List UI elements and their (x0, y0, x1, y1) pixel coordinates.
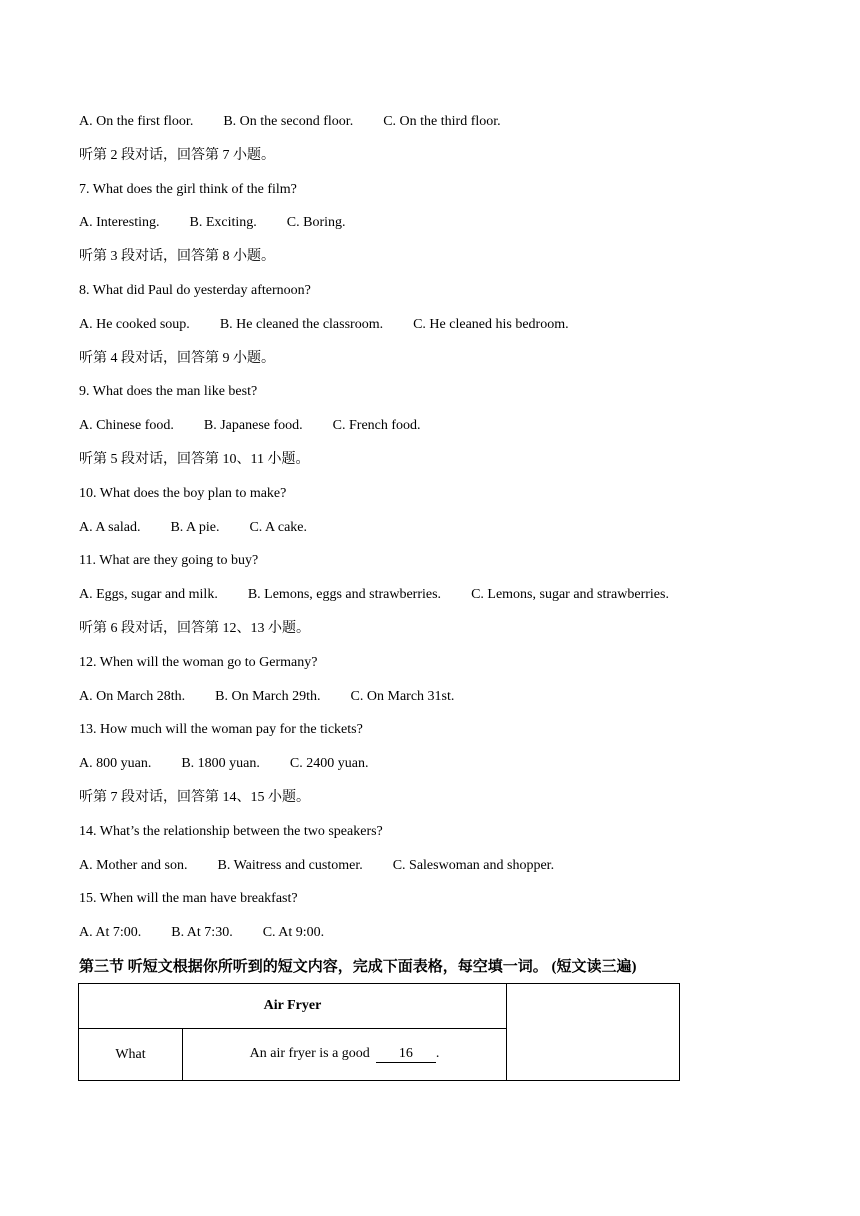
instruction-text: 听第 7 段对话，回答第 14、15 小题。 (79, 790, 310, 805)
question-text: 7. What does the girl think of the film? (79, 181, 297, 197)
option-b: B. On the second floor. (223, 114, 354, 129)
option-c: C. A cake. (249, 519, 308, 535)
section-title: 第三节 听短文根据你所听到的短文内容，完成下面表格，每空填一词。 (短文读三遍) (79, 959, 637, 975)
table-side-cell (507, 984, 680, 1081)
options-row (79, 586, 669, 604)
option-b: B. He cleaned the classroom. (219, 316, 384, 332)
table-row-content (183, 1029, 507, 1081)
option-a: A. 800 yuan. (79, 756, 152, 772)
table-header: Air Fryer (79, 984, 507, 1029)
option-b: B. At 7:30. (171, 925, 233, 941)
options-row (79, 113, 501, 131)
option-b: B. Waitress and customer. (217, 857, 363, 873)
option-b: B. On March 29th. (215, 688, 321, 704)
option-b: B. Japanese food. (203, 418, 303, 434)
option-a: A. Mother and son. (79, 857, 188, 873)
option-c: C. Lemons, sugar and strawberries. (471, 587, 669, 603)
instruction-text: 听第 3 段对话，回答第 8 小题。 (79, 249, 275, 265)
option-c: C. On the third floor. (383, 114, 501, 129)
option-a: A. On March 28th. (79, 688, 186, 704)
options-row (79, 214, 346, 232)
option-b: B. A pie. (170, 519, 220, 535)
options-row (79, 316, 569, 334)
option-c: C. At 9:00. (262, 925, 325, 941)
option-c: C. Boring. (286, 215, 346, 231)
question-text: 15. When will the man have breakfast? (79, 891, 298, 907)
instruction-text: 听第 2 段对话，回答第 7 小题。 (79, 147, 275, 163)
question-text: 13. How much will the woman pay for the tickets? (79, 722, 363, 738)
question-text: 8. What did Paul do yesterday afternoon? (79, 283, 311, 298)
option-a: A. At 7:00. (79, 925, 142, 941)
table-row-label: What (79, 1029, 183, 1081)
options-row (79, 857, 554, 875)
instruction-text: 听第 4 段对话，回答第 9 小题。 (79, 350, 275, 366)
question-text: 9. What does the man like best? (79, 384, 258, 400)
question-text: 12. When will the woman go to Germany? (79, 654, 318, 670)
answer-blank[interactable]: 16 (376, 1046, 436, 1063)
table-row-text: An air fryer is a good (249, 1046, 370, 1061)
option-a: A. Chinese food. (79, 418, 174, 434)
option-c: C. On March 31st. (350, 688, 455, 704)
option-a: A. On the first floor. (79, 114, 194, 129)
question-text: 10. What does the boy plan to make? (79, 485, 287, 501)
option-c: C. Saleswoman and shopper. (392, 857, 555, 873)
question-text: 11. What are they going to buy? (79, 553, 259, 569)
options-row (79, 417, 421, 435)
options-row (79, 755, 368, 773)
question-text: 14. What’s the relationship between the two speakers? (79, 823, 383, 839)
option-c: C. 2400 yuan. (289, 756, 369, 772)
option-a: A. He cooked soup. (79, 316, 190, 332)
options-row (79, 519, 307, 537)
option-a: A. A salad. (79, 519, 141, 535)
option-c: C. French food. (332, 418, 421, 434)
option-b: B. 1800 yuan. (181, 756, 260, 772)
option-a: A. Interesting. (79, 215, 160, 231)
options-row (79, 688, 454, 706)
option-b: B. Exciting. (189, 215, 257, 231)
fill-table (78, 983, 680, 1081)
table-row-end: . (435, 1046, 440, 1061)
instruction-text: 听第 6 段对话，回答第 12、13 小题。 (79, 621, 310, 636)
option-b: B. Lemons, eggs and strawberries. (247, 587, 442, 603)
option-a: A. Eggs, sugar and milk. (79, 587, 218, 603)
option-c: C. He cleaned his bedroom. (413, 316, 569, 332)
instruction-text: 听第 5 段对话，回答第 10、11 小题。 (79, 452, 310, 467)
options-row (79, 924, 324, 942)
